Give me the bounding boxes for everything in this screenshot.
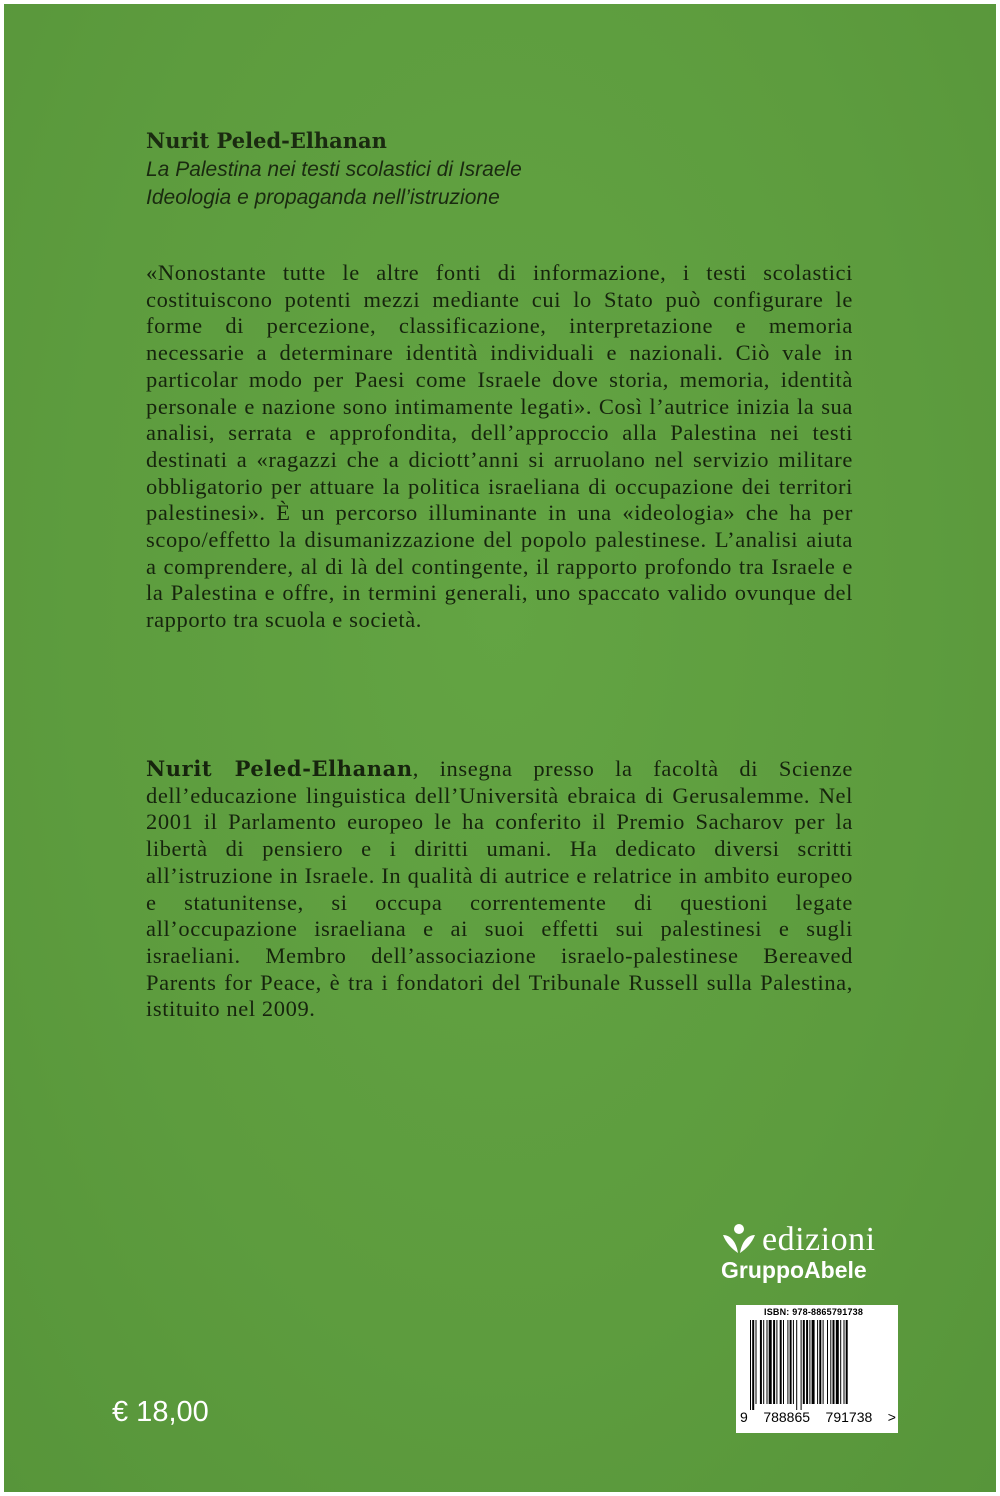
barcode-bar [769, 1320, 772, 1404]
barcode-bar [752, 1320, 754, 1410]
barcode-bar [819, 1320, 821, 1404]
author-name: Nurit Peled-Elhanan [146, 128, 387, 153]
barcode-bar [830, 1320, 831, 1404]
barcode-bar [812, 1320, 815, 1404]
book-title: La Palestina nei testi scolastici di Israele [146, 158, 522, 181]
barcode-bar [760, 1320, 762, 1404]
barcode-bar [756, 1320, 757, 1404]
book-header [146, 126, 846, 212]
barcode-bar [787, 1320, 788, 1404]
barcode-bar [846, 1320, 848, 1404]
barcode-bar [776, 1320, 777, 1404]
author-bio-paragraph [146, 756, 853, 1023]
barcode-bar [823, 1320, 824, 1404]
barcode-bar [840, 1320, 841, 1404]
barcode-digits [740, 1409, 896, 1425]
price-label: € 18,00 [112, 1396, 209, 1428]
barcode-bar [803, 1320, 805, 1404]
barcode-bar [836, 1320, 839, 1404]
barcode-bar [783, 1320, 784, 1404]
barcode-bar [844, 1320, 845, 1404]
book-subtitle: Ideologia e propaganda nell’istruzione [146, 186, 500, 209]
barcode-bar [793, 1320, 794, 1404]
barcode-bar [763, 1320, 764, 1404]
barcode-bar [801, 1320, 802, 1410]
barcode-bar [767, 1320, 768, 1404]
barcode-digit-group1: 788865 [763, 1409, 811, 1425]
publisher-group-name: GruppoAbele [721, 1257, 867, 1283]
barcode-bars [742, 1320, 892, 1410]
barcode-digit-end: > [887, 1409, 896, 1425]
publisher-logo [720, 1222, 910, 1282]
barcode-bar [790, 1320, 792, 1404]
barcode-bar [833, 1320, 835, 1404]
blurb-paragraph: «Nonostante tutte le altre fonti di informazione, i testi scolastici costituiscono potenti mezzi mediante cui lo Stato può configurare le forme di percezione, classificazione, interpretazione e memoria necessarie a determinare identità individuali e nazionali. Ciò vale in particolar modo per Paesi come Israele dove storia, memoria, identità personale e nazione sono intimamente legati». Così l’autrice inizia la sua analisi, serrata e approfondita, dell’approccio alla Palestina nei testi destinati a «ragazzi che a diciott’anni si arruolano nel servizio militare obbligatorio per attuare la politica israeliana di occupazione dei territori palestinesi». È un percorso illuminante in una «ideologia» che ha per scopo/effetto la disumanizzazione del popolo palestinese. L’analisi aiuta a comprendere, al di là del contingente, il rapporto profondo tra Israele e la Palestina e offre, in termini generali, uno spaccato valido ovunque del rapporto tra scuola e società. [146, 260, 853, 633]
barcode-bar [780, 1320, 782, 1404]
barcode-bar [827, 1320, 828, 1404]
bio-text: , insegna presso la facoltà di Scienze dell’educazione linguistica dell’Università ebraica di Gerusalemme. Nel 2001 il Parlamento europeo le ha conferito il Premio Sacharov per la libertà di pensiero e i diritti umani. Ha dedicato diversi scritti all’istruzione in Israele. In qualità di autrice e relatrice in ambito europeo e statunitense, si occupa correntemente di questioni legate all’occupazione israeliana e ai suoi effetti sui palestinesi e sugli israeliani. Membro dell’associazione israelo-palestinese Bereaved Parents for Peace, è tra i fondatori del Tribunale Russell sulla Palestina, istituito nel 2009. [146, 756, 853, 1022]
barcode-digit-first: 9 [740, 1409, 748, 1425]
publisher-word: edizioni [762, 1221, 876, 1258]
barcode-bar [750, 1320, 751, 1410]
bio-author-name: Nurit Peled-Elhanan [146, 756, 413, 781]
barcode-bar [809, 1320, 810, 1404]
book-back-cover [4, 4, 996, 1492]
barcode-bar [796, 1320, 797, 1410]
isbn-label: ISBN: 978-8865791738 [764, 1307, 864, 1317]
person-leaf-logo-icon [720, 1223, 758, 1257]
barcode-bar [806, 1320, 808, 1404]
barcode-bar [817, 1320, 818, 1404]
isbn-barcode [736, 1305, 898, 1433]
barcode-bar [773, 1320, 775, 1404]
barcode-digit-group2: 791738 [825, 1409, 873, 1425]
